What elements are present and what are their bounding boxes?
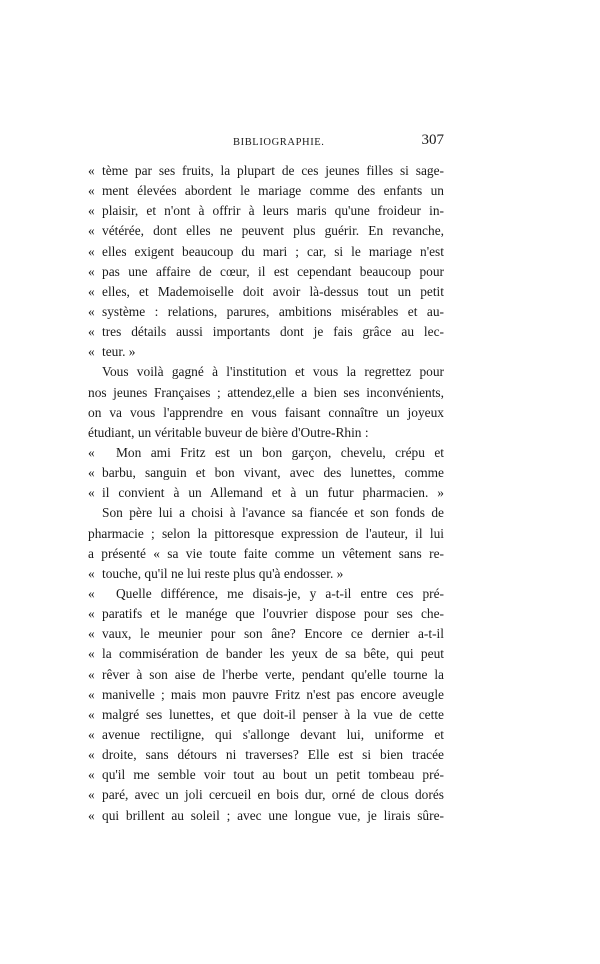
line-text: paré, avec un joli cercueil en bois dur, orné de clous dorés [102, 787, 444, 803]
quote-mark: « [88, 183, 95, 199]
text-line [88, 423, 444, 443]
text-line [88, 322, 444, 342]
line-text: plaisir, et n'ont à offrir à leurs maris qu'une froideur in- [102, 203, 444, 219]
text-line [88, 745, 444, 765]
text-line [88, 524, 444, 544]
quote-mark: « [88, 444, 95, 460]
running-head: BIBLIOGRAPHIE. [233, 137, 325, 148]
line-text: touche, qu'il ne lui reste plus qu'à endosser. » [102, 565, 344, 581]
text-line [88, 262, 444, 282]
line-text: pharmacie ; selon la pittoresque expression de l'auteur, il lui [88, 525, 444, 541]
line-text: elles exigent beaucoup du mari ; car, si le mariage n'est [102, 243, 444, 259]
text-line [88, 705, 444, 725]
text-line [88, 302, 444, 322]
text-line [88, 483, 444, 503]
quote-mark: « [88, 606, 95, 622]
line-text: qu'il me semble voir tout au bout un petit tombeau pré- [102, 767, 444, 783]
page-number: 307 [421, 132, 444, 148]
line-text: Vous voilà gagné à l'institution et vous la regrettez pour [102, 364, 444, 380]
text-line [88, 685, 444, 705]
text-line [88, 785, 444, 805]
quote-mark: « [88, 485, 95, 501]
quote-mark: « [88, 344, 95, 360]
quote-mark: « [88, 666, 95, 682]
line-text: tres détails aussi importants dont je fais grâce au lec- [102, 324, 444, 340]
line-text: il convient à un Allemand et à un futur pharmacien. » [102, 485, 444, 501]
quote-mark: « [88, 465, 95, 481]
quote-mark: « [88, 686, 95, 702]
quote-mark: « [88, 726, 95, 742]
quote-mark: « [88, 303, 95, 319]
text-line [88, 725, 444, 745]
text-line [88, 443, 444, 463]
quote-mark: « [88, 565, 95, 581]
line-text: Mon ami Fritz est un bon garçon, chevelu, crépu et [116, 444, 444, 460]
quote-mark: « [88, 747, 95, 763]
quote-mark: « [88, 787, 95, 803]
quote-mark: « [88, 223, 95, 239]
line-text: nos jeunes Françaises ; attendez,elle a bien ses inconvénients, [88, 384, 444, 400]
line-text: a présenté « sa vie toute faite comme un vêtement sans re- [88, 545, 444, 561]
quote-mark: « [88, 163, 95, 178]
line-text: étudiant, un véritable buveur de bière d'Outre-Rhin : [88, 424, 369, 440]
text-line [88, 403, 444, 423]
page-header [88, 134, 444, 154]
text-line [88, 383, 444, 403]
text-line [88, 806, 444, 826]
text-line [88, 544, 444, 564]
text-line [88, 624, 444, 644]
line-text: on va vous l'apprendre en vous faisant connaître un joyeux [88, 404, 444, 420]
text-line [88, 181, 444, 201]
line-text: système : relations, parures, ambitions misérables et au- [102, 303, 444, 319]
line-text: pas une affaire de cœur, il est cependant beaucoup pour [102, 263, 444, 279]
quote-mark: « [88, 626, 95, 642]
line-text: Quelle différence, me disais-je, y a-t-il entre ces pré- [116, 585, 444, 601]
line-text: ment élevées abordent le mariage comme des enfants un [102, 183, 444, 199]
text-line [88, 362, 444, 382]
body-text [88, 161, 444, 826]
line-text: rêver à son aise de l'herbe verte, pendant qu'elle tourne la [102, 666, 444, 682]
line-text: barbu, sanguin et bon vivant, avec des lunettes, comme [102, 465, 444, 481]
quote-mark: « [88, 243, 95, 259]
line-text: droite, sans détours ni traverses? Elle est si bien tracée [102, 747, 444, 763]
text-line [88, 161, 444, 181]
quote-mark: « [88, 807, 95, 823]
text-line [88, 463, 444, 483]
quote-mark: « [88, 203, 95, 219]
line-text: vétérée, dont elles ne peuvent plus guérir. En revanche, [102, 223, 444, 239]
line-text: elles, et Mademoiselle doit avoir là-dessus tout un petit [102, 283, 444, 299]
line-text: Son père lui a choisi à l'avance sa fiancée et son fonds de [102, 505, 444, 521]
quote-mark: « [88, 283, 95, 299]
text-line [88, 604, 444, 624]
line-text: la commisération de bander les yeux de sa bête, qui peut [102, 646, 444, 662]
quote-mark: « [88, 767, 95, 783]
line-text: malgré ses lunettes, et que doit-il penser à la vue de cette [102, 706, 444, 722]
text-line [88, 242, 444, 262]
line-text: paratifs et le manége que l'ouvrier dispose pour ses che- [102, 606, 444, 622]
text-line [88, 765, 444, 785]
line-text: manivelle ; mais mon pauvre Fritz n'est pas encore aveugle [102, 686, 444, 702]
text-line [88, 665, 444, 685]
quote-mark: « [88, 585, 95, 601]
text-line [88, 644, 444, 664]
text-line [88, 201, 444, 221]
quote-mark: « [88, 706, 95, 722]
quote-mark: « [88, 324, 95, 340]
text-line [88, 584, 444, 604]
line-text: vaux, le meunier pour son âne? Encore ce dernier a-t-il [102, 626, 444, 642]
text-line [88, 221, 444, 241]
text-line [88, 342, 444, 362]
quote-mark: « [88, 646, 95, 662]
quote-mark: « [88, 263, 95, 279]
line-text: teur. » [102, 344, 136, 360]
line-text: avenue rectiligne, qui s'allonge devant lui, uniforme et [102, 726, 444, 742]
text-line [88, 503, 444, 523]
line-text: qui brillent au soleil ; avec une longue vue, je lirais sûre- [102, 807, 444, 823]
text-line [88, 282, 444, 302]
line-text: tème par ses fruits, la plupart de ces jeunes filles si sage- [102, 163, 444, 178]
text-line [88, 564, 444, 584]
